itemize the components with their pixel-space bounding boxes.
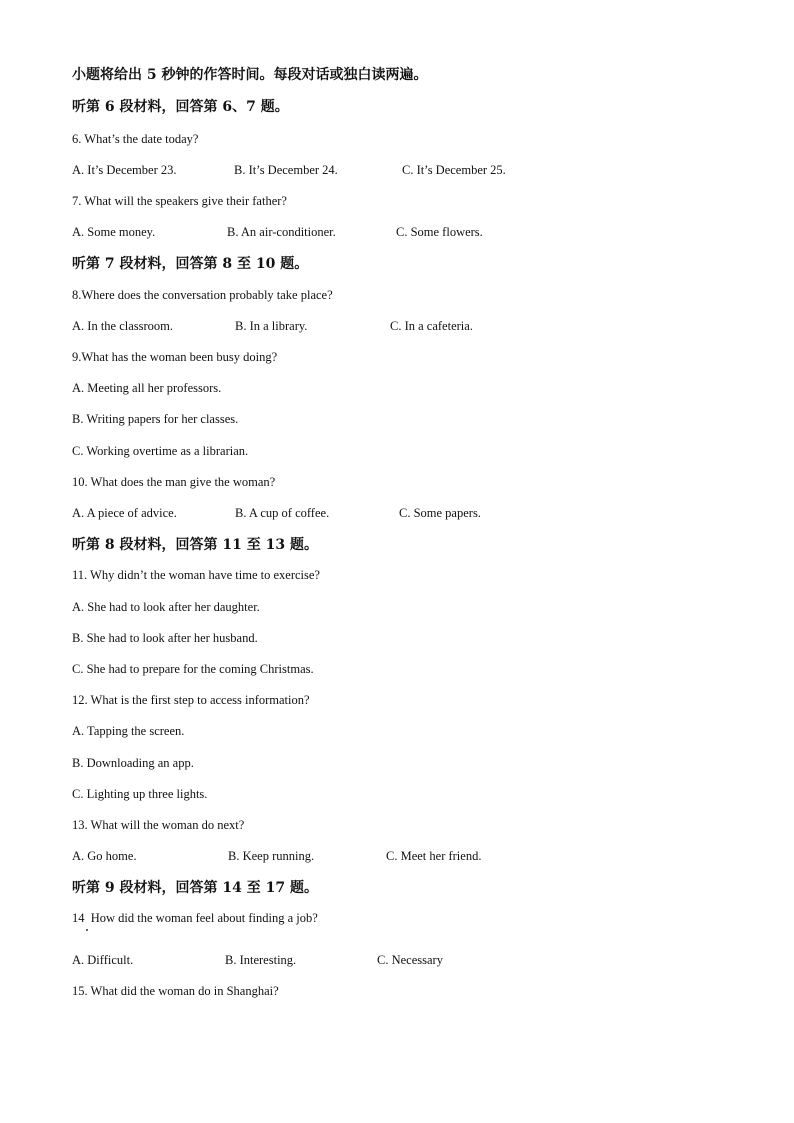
instructions-intro: 小题将给出 5 秒钟的作答时间。每段对话或独白读两遍。 <box>72 67 428 83</box>
section-heading-9: 听第 9 段材料，回答第 14 至 17 题。 <box>72 880 318 896</box>
question-12: 12. What is the first step to access information? <box>72 693 310 707</box>
option-7c: C. Some flowers. <box>396 225 483 239</box>
option-14c: C. Necessary <box>377 953 443 967</box>
option-12a: A. Tapping the screen. <box>72 724 185 738</box>
option-8c: C. In a cafeteria. <box>390 319 473 333</box>
option-10a: A. A piece of advice. <box>72 506 177 520</box>
question-8: 8.Where does the conversation probably take place? <box>72 288 333 302</box>
question-11: 11. Why didn’t the woman have time to exercise? <box>72 568 320 582</box>
option-12c: C. Lighting up three lights. <box>72 787 208 801</box>
question-15: 15. What did the woman do in Shanghai? <box>72 984 279 998</box>
question-9: 9.What has the woman been busy doing? <box>72 350 278 364</box>
option-8a: A. In the classroom. <box>72 319 174 333</box>
option-9a: A. Meeting all her professors. <box>72 381 222 395</box>
question-14: 14 How did the woman feel about finding a job? <box>72 911 318 925</box>
option-7a: A. Some money. <box>72 225 156 239</box>
option-10b: B. A cup of coffee. <box>235 506 330 520</box>
option-13c: C. Meet her friend. <box>386 849 482 863</box>
option-11b: B. She had to look after her husband. <box>72 631 258 645</box>
option-14b: B. Interesting. <box>225 953 297 967</box>
option-9c: C. Working overtime as a librarian. <box>72 444 249 458</box>
question-7: 7. What will the speakers give their father? <box>72 194 287 208</box>
section-heading-6: 听第 6 段材料，回答第 6、7 题。 <box>72 99 289 115</box>
option-7b: B. An air-conditioner. <box>227 225 336 239</box>
option-12b: B. Downloading an app. <box>72 756 194 770</box>
option-9b: B. Writing papers for her classes. <box>72 412 239 426</box>
option-13b: B. Keep running. <box>228 849 315 863</box>
option-11c: C. She had to prepare for the coming Christmas. <box>72 662 314 676</box>
option-11a: A. She had to look after her daughter. <box>72 600 260 614</box>
section-heading-7: 听第 7 段材料，回答第 8 至 10 题。 <box>72 256 309 272</box>
question-10: 10. What does the man give the woman? <box>72 475 276 489</box>
option-6c: C. It’s December 25. <box>402 163 506 177</box>
option-6a: A. It’s December 23. <box>72 163 177 177</box>
option-8b: B. In a library. <box>235 319 308 333</box>
question-6: 6. What’s the date today? <box>72 132 199 146</box>
option-13a: A. Go home. <box>72 849 137 863</box>
question-13: 13. What will the woman do next? <box>72 818 245 832</box>
option-14a: A. Difficult. <box>72 953 134 967</box>
stray-dot <box>86 929 88 931</box>
section-heading-8: 听第 8 段材料，回答第 11 至 13 题。 <box>72 537 318 553</box>
option-6b: B. It’s December 24. <box>234 163 338 177</box>
option-10c: C. Some papers. <box>399 506 481 520</box>
